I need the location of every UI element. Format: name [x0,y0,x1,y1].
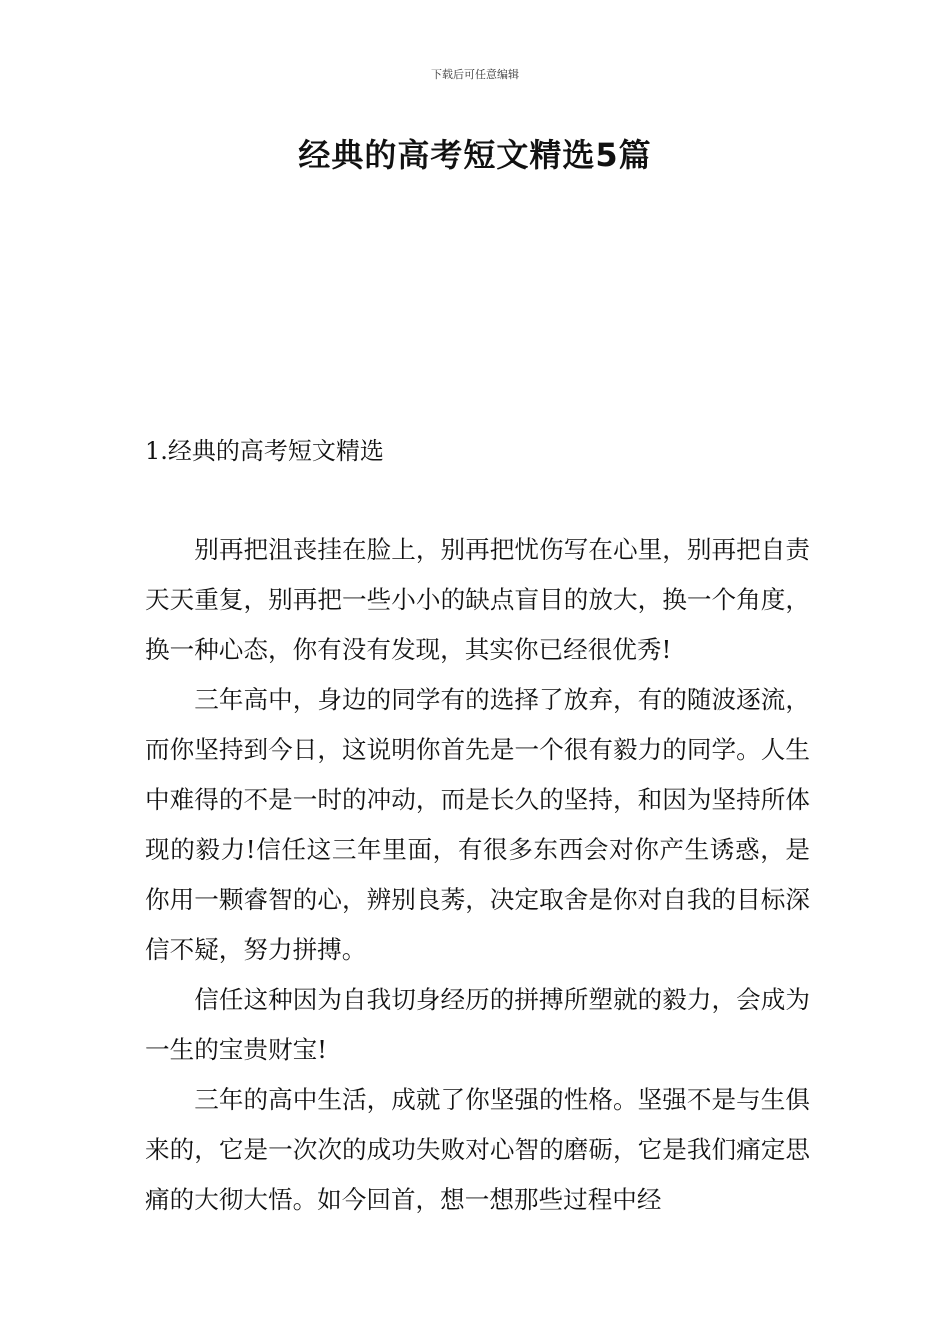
paragraph: 别再把沮丧挂在脸上，别再把忧伤写在心里，别再把自责天天重复，别再把一些小小的缺点盲目的放大，换一个角度，换一种心态，你有没有发现，其实你已经很优秀! [145,535,810,664]
paragraph: 信任这种因为自我切身经历的拼搏所塑就的毅力，会成为一生的宝贵财宝! [145,985,810,1064]
body-text [145,525,810,1225]
paragraph: 三年高中，身边的同学有的选择了放弃，有的随波逐流，而你坚持到今日，这说明你首先是一个很有毅力的同学。人生中难得的不是一时的冲动，而是长久的坚持，和因为坚持所体现的毅力!信任这三年里面，有很多东西会对你产生诱惑，是你用一颗睿智的心，辨别良莠，决定取舍是你对自我的目标深信不疑，努力拼搏。 [145,685,810,964]
header-note: 下载后可任意编辑 [431,68,519,81]
document-title: 经典的高考短文精选5篇 [298,136,652,174]
paragraph: 三年的高中生活，成就了你坚强的性格。坚强不是与生俱来的，它是一次次的成功失败对心智的磨砺，它是我们痛定思痛的大彻大悟。如今回首，想一想那些过程中经 [145,1085,810,1214]
section-heading: 1.经典的高考短文精选 [145,437,384,465]
